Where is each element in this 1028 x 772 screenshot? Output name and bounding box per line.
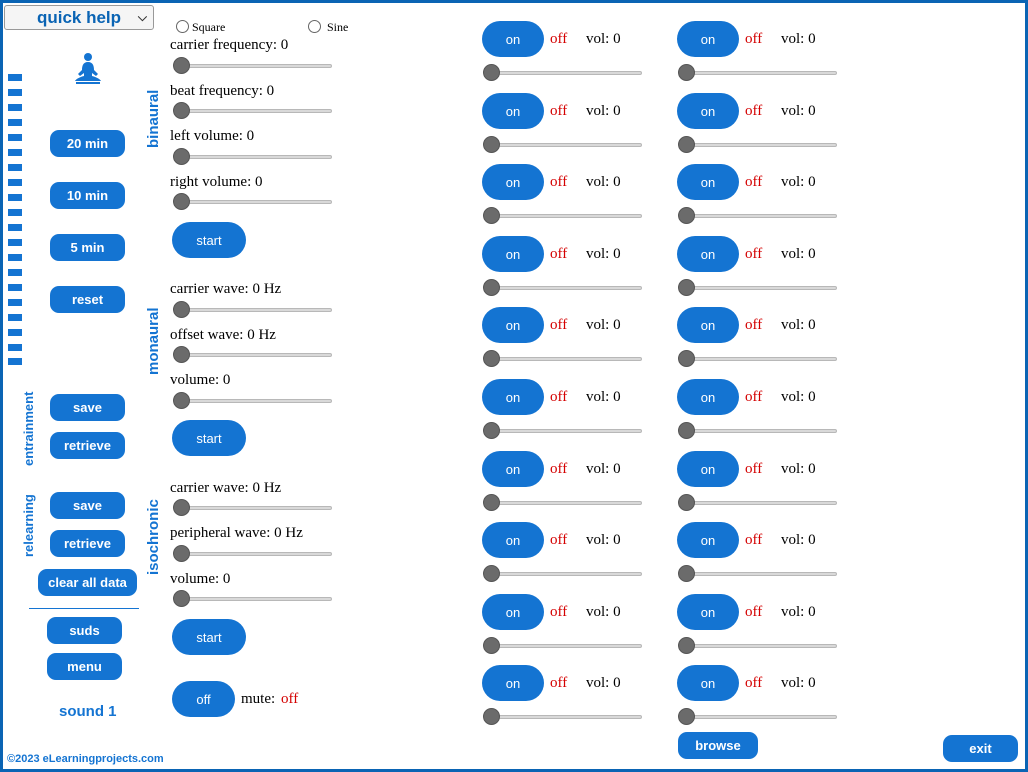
slider-thumb[interactable]	[173, 102, 190, 119]
level-tick	[8, 358, 22, 365]
level-tick	[8, 89, 22, 96]
quick-help-label: quick help	[36, 7, 122, 27]
channel-volume-label: vol: 0	[586, 103, 621, 119]
timer-10-min-button[interactable]: 10 min	[50, 182, 125, 209]
channel-on-button[interactable]: on	[677, 594, 739, 630]
channel-volume-label: vol: 0	[781, 604, 816, 620]
slider-thumb[interactable]	[678, 637, 695, 654]
timer-5-min-button[interactable]: 5 min	[50, 234, 125, 261]
channel-off-toggle[interactable]: off	[745, 532, 763, 548]
slider-thumb[interactable]	[678, 422, 695, 439]
isochronic-volume-slider[interactable]	[176, 597, 332, 601]
channel-volume-label: vol: 0	[586, 532, 621, 548]
slider-thumb[interactable]	[173, 499, 190, 516]
channel-volume-slider[interactable]	[683, 286, 837, 290]
copyright-text: ©2023 eLearningprojects.com	[7, 753, 164, 765]
channel-off-toggle[interactable]: off	[745, 31, 763, 47]
channel-on-button[interactable]: on	[677, 451, 739, 487]
carrier-frequency-slider[interactable]	[176, 64, 332, 68]
channel-volume-slider[interactable]	[683, 715, 837, 719]
channel-on-button[interactable]: on	[482, 522, 544, 558]
channel-off-toggle[interactable]: off	[550, 246, 568, 262]
channel-volume-slider[interactable]	[683, 214, 837, 218]
channel-volume-slider[interactable]	[488, 143, 642, 147]
left-volume-label: left volume: 0	[170, 128, 255, 144]
channel-volume-slider[interactable]	[683, 429, 837, 433]
channel-on-button[interactable]: on	[482, 164, 544, 200]
timer-20-min-button[interactable]: 20 min	[50, 130, 125, 157]
isochronic-carrier-slider[interactable]	[176, 506, 332, 510]
level-tick	[8, 329, 22, 336]
monaural-start-button[interactable]: start	[172, 420, 246, 456]
channel-on-button[interactable]: on	[482, 307, 544, 343]
slider-thumb[interactable]	[173, 148, 190, 165]
exit-button[interactable]: exit	[943, 735, 1018, 762]
channel-on-button[interactable]: on	[677, 665, 739, 701]
slider-thumb[interactable]	[483, 637, 500, 654]
channel-volume-slider[interactable]	[488, 429, 642, 433]
channel-volume-label: vol: 0	[586, 604, 621, 620]
channel-off-toggle[interactable]: off	[745, 461, 763, 477]
relearning-save-button[interactable]: save	[50, 492, 125, 519]
level-tick	[8, 209, 22, 216]
entrainment-retrieve-button[interactable]: retrieve	[50, 432, 125, 459]
mute-label: mute:	[241, 691, 276, 707]
monaural-carrier-label: carrier wave: 0 Hz	[170, 281, 282, 297]
monaural-volume-slider[interactable]	[176, 399, 332, 403]
isochronic-section-label: isochronic	[145, 499, 162, 575]
level-tick	[8, 254, 22, 261]
level-tick	[8, 134, 22, 141]
beat-frequency-label: beat frequency: 0	[170, 83, 275, 99]
channel-off-toggle[interactable]: off	[550, 675, 568, 691]
channel-off-toggle[interactable]: off	[745, 317, 763, 333]
mute-toggle-button[interactable]: off	[172, 681, 235, 717]
channel-volume-label: vol: 0	[781, 461, 816, 477]
level-tick	[8, 269, 22, 276]
slider-thumb[interactable]	[678, 494, 695, 511]
isochronic-start-button[interactable]: start	[172, 619, 246, 655]
channel-volume-label: vol: 0	[781, 31, 816, 47]
channel-volume-slider[interactable]	[488, 357, 642, 361]
offset-wave-label: offset wave: 0 Hz	[170, 327, 276, 343]
entrainment-save-button[interactable]: save	[50, 394, 125, 421]
square-label: Square	[192, 20, 226, 34]
slider-thumb[interactable]	[483, 207, 500, 224]
channel-volume-label: vol: 0	[781, 532, 816, 548]
channel-volume-label: vol: 0	[586, 461, 621, 477]
channel-off-toggle[interactable]: off	[550, 317, 568, 333]
level-tick	[8, 164, 22, 171]
channel-on-button[interactable]: on	[482, 21, 544, 57]
slider-thumb[interactable]	[483, 64, 500, 81]
channel-volume-slider[interactable]	[488, 214, 642, 218]
slider-thumb[interactable]	[678, 279, 695, 296]
channel-on-button[interactable]: on	[677, 236, 739, 272]
channel-on-button[interactable]: on	[677, 21, 739, 57]
browse-button[interactable]: browse	[678, 732, 758, 759]
channel-off-toggle[interactable]: off	[745, 389, 763, 405]
left-volume-slider[interactable]	[176, 155, 332, 159]
slider-thumb[interactable]	[678, 207, 695, 224]
channel-volume-label: vol: 0	[781, 389, 816, 405]
suds-button[interactable]: suds	[47, 617, 122, 644]
channel-on-button[interactable]: on	[482, 665, 544, 701]
channel-off-toggle[interactable]: off	[550, 532, 568, 548]
channel-volume-slider[interactable]	[683, 143, 837, 147]
relearning-retrieve-button[interactable]: retrieve	[50, 530, 125, 557]
clear-all-data-button[interactable]: clear all data	[38, 569, 137, 596]
peripheral-wave-slider[interactable]	[176, 552, 332, 556]
channel-off-toggle[interactable]: off	[550, 31, 568, 47]
channel-on-button[interactable]: on	[482, 451, 544, 487]
level-tick	[8, 344, 22, 351]
monaural-section-label: monaural	[145, 307, 162, 375]
binaural-start-button[interactable]: start	[172, 222, 246, 258]
sidebar-divider	[29, 608, 139, 609]
slider-thumb[interactable]	[483, 422, 500, 439]
channel-volume-slider[interactable]	[683, 357, 837, 361]
channel-off-toggle[interactable]: off	[550, 389, 568, 405]
carrier-frequency-label: carrier frequency: 0	[170, 37, 289, 53]
binaural-section-label: binaural	[145, 89, 162, 148]
channel-volume-label: vol: 0	[781, 246, 816, 262]
monaural-volume-label: volume: 0	[170, 372, 231, 388]
channel-off-toggle[interactable]: off	[745, 174, 763, 190]
level-tick	[8, 284, 22, 291]
channel-on-button[interactable]: on	[482, 236, 544, 272]
reset-button[interactable]: reset	[50, 286, 125, 313]
slider-thumb[interactable]	[483, 565, 500, 582]
quick-help-select[interactable]	[4, 5, 154, 30]
channel-volume-slider[interactable]	[683, 644, 837, 648]
slider-thumb[interactable]	[173, 346, 190, 363]
level-tick	[8, 104, 22, 111]
channel-volume-label: vol: 0	[781, 103, 816, 119]
level-tick	[8, 194, 22, 201]
channel-volume-slider[interactable]	[683, 71, 837, 75]
channel-volume-slider[interactable]	[488, 501, 642, 505]
slider-thumb[interactable]	[483, 494, 500, 511]
channel-off-toggle[interactable]: off	[550, 174, 568, 190]
level-tick	[8, 299, 22, 306]
level-tick	[8, 179, 22, 186]
channel-volume-slider[interactable]	[488, 644, 642, 648]
channel-volume-slider[interactable]	[488, 572, 642, 576]
channel-volume-slider[interactable]	[488, 71, 642, 75]
slider-thumb[interactable]	[483, 279, 500, 296]
sine-radio[interactable]	[308, 20, 321, 33]
channel-off-toggle[interactable]: off	[745, 604, 763, 620]
relearning-label: relearning	[21, 494, 36, 557]
right-volume-label: right volume: 0	[170, 174, 263, 190]
channel-volume-label: vol: 0	[781, 675, 816, 691]
channel-off-toggle[interactable]: off	[550, 461, 568, 477]
channel-on-button[interactable]: on	[677, 307, 739, 343]
channel-volume-label: vol: 0	[781, 317, 816, 333]
channel-on-button[interactable]: on	[677, 164, 739, 200]
chevron-down-icon: ⌵	[137, 10, 147, 24]
entrainment-label: entrainment	[21, 391, 36, 466]
channel-volume-slider[interactable]	[488, 286, 642, 290]
channel-volume-label: vol: 0	[586, 31, 621, 47]
channel-volume-label: vol: 0	[586, 389, 621, 405]
meditation-icon	[72, 52, 104, 86]
channel-on-button[interactable]: on	[677, 379, 739, 415]
slider-thumb[interactable]	[678, 350, 695, 367]
level-tick	[8, 239, 22, 246]
slider-thumb[interactable]	[678, 565, 695, 582]
slider-thumb[interactable]	[173, 545, 190, 562]
level-tick	[8, 314, 22, 321]
slider-thumb[interactable]	[678, 136, 695, 153]
monaural-carrier-slider[interactable]	[176, 308, 332, 312]
menu-button[interactable]: menu	[47, 653, 122, 680]
channel-on-button[interactable]: on	[482, 594, 544, 630]
channel-on-button[interactable]: on	[482, 93, 544, 129]
slider-thumb[interactable]	[483, 350, 500, 367]
sine-label: Sine	[327, 20, 349, 34]
channel-volume-label: vol: 0	[586, 174, 621, 190]
slider-thumb[interactable]	[173, 193, 190, 210]
isochronic-volume-label: volume: 0	[170, 571, 231, 587]
channel-on-button[interactable]: on	[677, 93, 739, 129]
channel-volume-label: vol: 0	[586, 675, 621, 691]
slider-thumb[interactable]	[173, 301, 190, 318]
channel-off-toggle[interactable]: off	[745, 246, 763, 262]
isochronic-carrier-label: carrier wave: 0 Hz	[170, 480, 282, 496]
sound-label: sound 1	[59, 703, 117, 720]
channel-off-toggle[interactable]: off	[745, 103, 763, 119]
right-volume-slider[interactable]	[176, 200, 332, 204]
slider-thumb[interactable]	[173, 590, 190, 607]
level-tick	[8, 149, 22, 156]
channel-off-toggle[interactable]: off	[550, 604, 568, 620]
slider-thumb[interactable]	[483, 136, 500, 153]
peripheral-wave-label: peripheral wave: 0 Hz	[170, 525, 303, 541]
square-radio[interactable]	[176, 20, 189, 33]
slider-thumb[interactable]	[173, 392, 190, 409]
channel-on-button[interactable]: on	[677, 522, 739, 558]
channel-off-toggle[interactable]: off	[550, 103, 568, 119]
slider-thumb[interactable]	[678, 64, 695, 81]
channel-volume-slider[interactable]	[683, 572, 837, 576]
channel-volume-slider[interactable]	[488, 715, 642, 719]
mute-state: off	[281, 691, 299, 707]
level-tick	[8, 224, 22, 231]
channel-volume-label: vol: 0	[586, 246, 621, 262]
offset-wave-slider[interactable]	[176, 353, 332, 357]
channel-volume-label: vol: 0	[586, 317, 621, 333]
slider-thumb[interactable]	[678, 708, 695, 725]
channel-volume-slider[interactable]	[683, 501, 837, 505]
channel-volume-label: vol: 0	[781, 174, 816, 190]
slider-thumb[interactable]	[173, 57, 190, 74]
channel-off-toggle[interactable]: off	[745, 675, 763, 691]
level-tick	[8, 119, 22, 126]
slider-thumb[interactable]	[483, 708, 500, 725]
level-tick	[8, 74, 22, 81]
channel-on-button[interactable]: on	[482, 379, 544, 415]
beat-frequency-slider[interactable]	[176, 109, 332, 113]
